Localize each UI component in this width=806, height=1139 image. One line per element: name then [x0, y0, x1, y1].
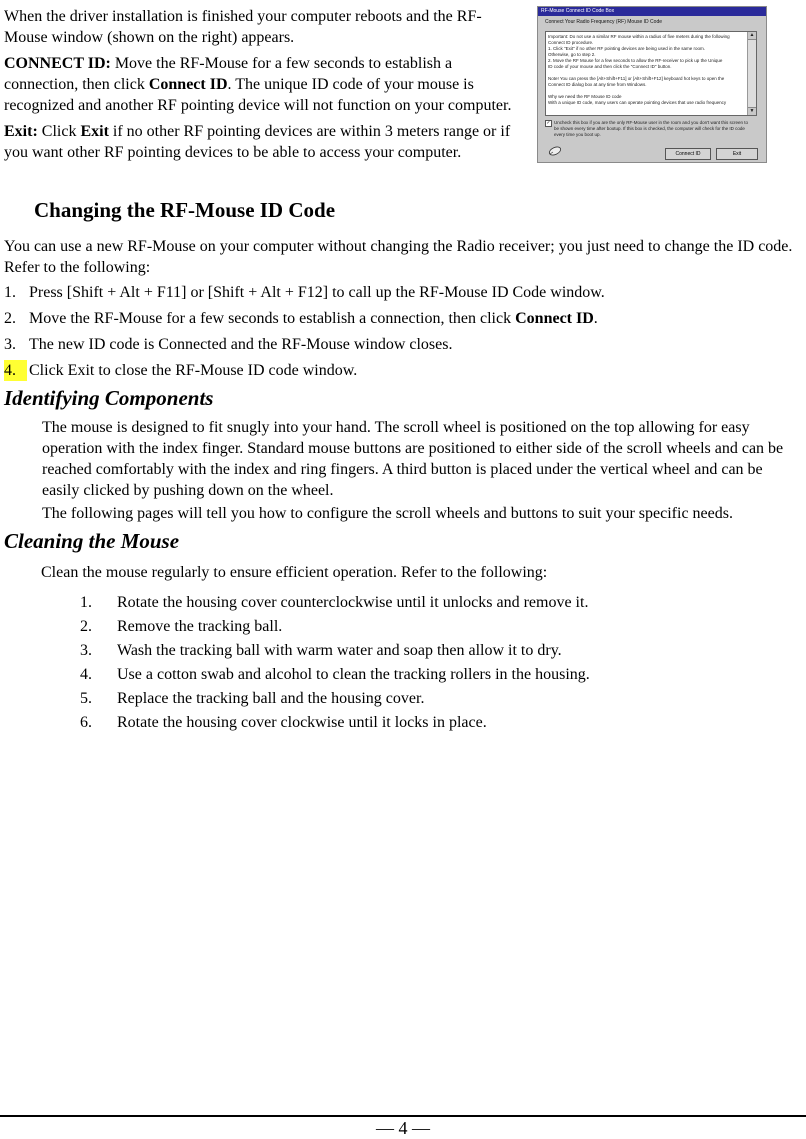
- connect-id-button[interactable]: Connect ID: [665, 148, 711, 160]
- exit-paragraph: Exit: Click Exit if no other RF pointing devices are within 3 meters range or if you want other RF pointing devices to be able to access your computer.: [4, 123, 511, 161]
- scroll-up-icon[interactable]: ▲: [749, 32, 755, 38]
- list-item: 4. Use a cotton swab and alcohol to clean the tracking rollers in the housing.: [80, 666, 590, 683]
- dialog-info-line: With a unique ID code, many users can operate pointing devices that use radio frequency: [548, 100, 727, 105]
- components-paragraph: The mouse is designed to fit snugly into your hand. The scroll wheel is positioned on the top allowing for easy operation with the index finger. Standard mouse buttons are positioned to either side of the scroll wheels and can be reached comfortably with the index and ring fingers. A third button is placed under the vertical wheel and can be easily clicked by pushing down on the wheel.: [42, 419, 784, 499]
- list-item: 3. Wash the tracking ball with warm water and soap then allow it to dry.: [80, 642, 562, 659]
- cleaning-steps: [80, 592, 780, 736]
- highlighted-number: 4.: [4, 360, 27, 381]
- list-item: 2. Remove the tracking ball.: [80, 618, 283, 635]
- section-heading-components: Identifying Components: [4, 386, 214, 410]
- list-item: 6. Rotate the housing cover clockwise until it locks in place.: [80, 714, 487, 731]
- intro-paragraph: When the driver installation is finished your computer reboots and the RF-Mouse window (shown on the right) appears.: [4, 8, 482, 46]
- exit-button[interactable]: Exit: [716, 148, 758, 160]
- change-id-steps: [4, 282, 794, 386]
- list-item: 3. The new ID code is Connected and the RF-Mouse window closes.: [4, 336, 453, 353]
- section-heading-change-id: Changing the RF-Mouse ID Code: [34, 198, 336, 222]
- dialog-info-box: [545, 31, 757, 116]
- section-intro: You can use a new RF-Mouse on your computer without changing the Radio receiver; you just need to change the ID code. Refer to the following:: [4, 238, 793, 276]
- dialog-subtitle: Connect Your Radio Frequency (RF) Mouse ID Code: [545, 19, 663, 25]
- components-paragraph-2: The following pages will tell you how to configure the scroll wheels and buttons to suit your specific needs.: [42, 505, 733, 522]
- list-item: 2. Move the RF-Mouse for a few seconds to establish a connection, then click Connect ID.: [4, 310, 598, 327]
- mouse-icon: [548, 146, 562, 156]
- connect-id-paragraph: CONNECT ID: Move the RF-Mouse for a few seconds to establish a connection, then click Connect ID. The unique ID code of your mouse is recognized and another RF pointing device will not function on your computer.: [4, 55, 512, 114]
- list-item: 1. Rotate the housing cover counterclockwise until it unlocks and remove it.: [80, 594, 589, 611]
- cleaning-intro: Clean the mouse regularly to ensure efficient operation. Refer to the following:: [41, 564, 548, 581]
- dialog-info-line: Connect ID dialog box at any time from Windows.: [548, 82, 647, 87]
- scroll-down-icon[interactable]: ▼: [749, 108, 755, 114]
- dialog-info-line: Note! You can press the [Alt+Shift+F11] or [Alt+Shift+F12] keyboard hot keys to open the: [548, 76, 725, 81]
- list-item: 5. Replace the tracking ball and the housing cover.: [80, 690, 425, 707]
- dialog-checkbox-text: Uncheck this box if you are the only RF-Mouse user in the room and you don't want this screen to be shown every time after bootup. If this box is checked, the computer will check for the ID code every time you boot up.: [554, 120, 748, 137]
- dialog-info-line: 2. Move the RF Mouse for a few seconds to allow the RF-receiver to pick up the Unique: [548, 58, 723, 63]
- dialog-info-line: ID code of your mouse and then click the "Connect ID" button.: [548, 64, 672, 69]
- dialog-info-line: Important: Do not use a similar RF mouse within a radius of five meters during the following: [548, 34, 730, 39]
- connect-id-label: CONNECT ID:: [4, 55, 111, 72]
- page-number: — 4 —: [376, 1118, 430, 1138]
- section-heading-cleaning: Cleaning the Mouse: [4, 529, 180, 553]
- dialog-info-line: Why we need the RF Mouse ID code: [548, 94, 622, 99]
- dialog-scrollbar[interactable]: [747, 32, 756, 115]
- dialog-checkbox[interactable]: ✓: [546, 120, 551, 126]
- intro-block: [4, 6, 516, 168]
- rf-mouse-dialog-screenshot: [537, 6, 767, 163]
- dialog-info-text: [548, 34, 746, 106]
- exit-label: Exit:: [4, 123, 38, 140]
- dialog-info-line: 1. Click "Exit" if no other RF pointing devices are being used in the same room.: [548, 46, 706, 51]
- dialog-title: RF-Mouse Connect ID Code Box: [538, 7, 766, 16]
- dialog-info-line: Connect ID procedure.: [548, 40, 594, 45]
- dialog-checkbox-row[interactable]: [545, 120, 754, 138]
- list-item: 1. Press [Shift + Alt + F11] or [Shift + Alt + F12] to call up the RF-Mouse ID Code window.: [4, 284, 605, 301]
- list-item: 4. Click Exit to close the RF-Mouse ID code window.: [4, 362, 358, 379]
- dialog-info-line: Otherwise, go to step 2.: [548, 52, 596, 57]
